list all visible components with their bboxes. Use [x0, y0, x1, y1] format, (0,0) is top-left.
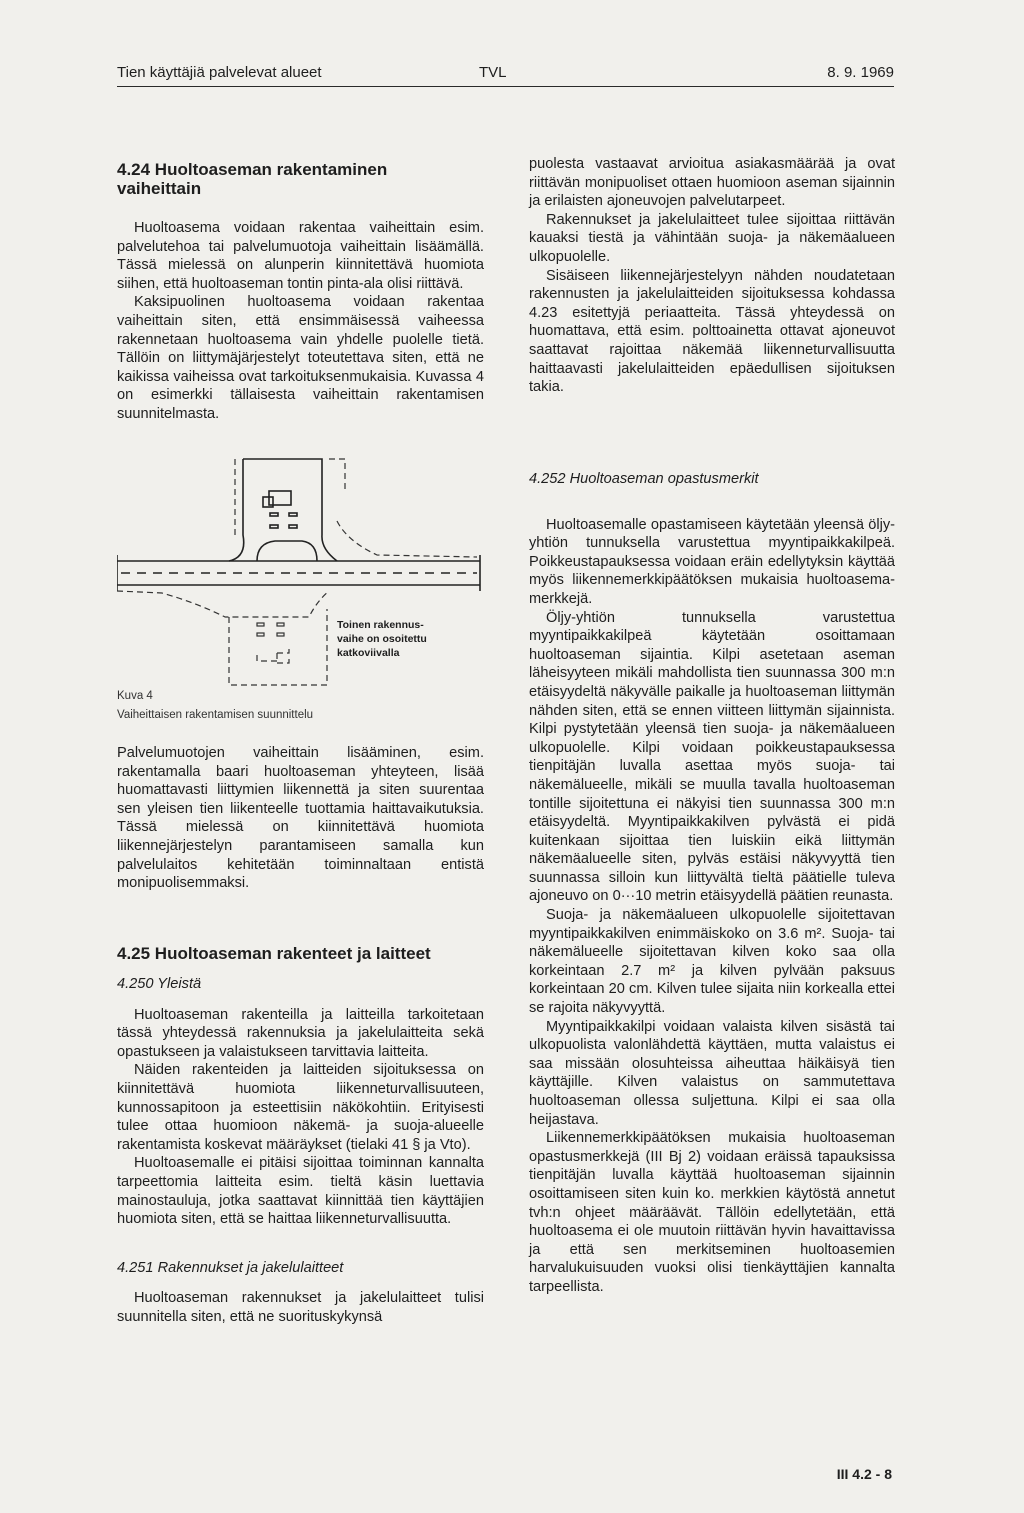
- header-title: Tien käyttäjiä palvelevat alueet: [117, 64, 322, 81]
- subsection-4-252-heading: 4.252 Huoltoaseman opastusmerkit: [529, 471, 759, 487]
- section-4-24-paragraph-2: Kaksipuolinen huoltoasema voidaan rakentaa vaiheittain siten, että ensimmäisessä vaiheessa rakennetaan huoltoasema vain yhdelle puolelle tietä. Tällöin on liittymäjärjestelyt toteutettava siten, että ne kaikissa vaiheissa ovat tarkoituksenmukaisia. Kuvassa 4 on esimerkki tällaisesta vaiheittain rakentamisen suunnitelmasta.: [117, 294, 484, 422]
- right-paragraph-2: Rakennukset ja jakelulaitteet tulee sijoittaa riittävän kauaksi tiestä ja vähintään suoja- ja näkemäalueen ulkopuolelle.: [529, 211, 895, 265]
- stage2-lot-top: [329, 459, 345, 489]
- figure-note: [337, 618, 427, 660]
- section-4-250-paragraph-1: Huoltoaseman rakenteilla ja laitteilla tarkoitetaan tässä yhteydessä rakennuksia ja jakelulaitteita sekä opastukseen ja valaistukseen tarvittavia laitteita.: [117, 1006, 484, 1060]
- page-number: III 4.2 - 8: [836, 1466, 892, 1482]
- stage2-building: [257, 647, 289, 663]
- pump-2: [289, 513, 297, 516]
- section-4-252-paragraph-5: Liikennemerkkipäätöksen mukaisia huoltoaseman opastusmerkkejä (III Bj 2) voidaan eräissä tapauksissa tienpitäjän luvalla käyttää huoltoaseman sijainnin osoittamiseen siten kuin ko. merkkien käytöstä annetut tvh:n ohjeet määräävät. Tällöin edellytetään, että huoltoasema ei ole muutoin riittävän hyvin havaittavissa ja että sen merkitseminen huoltoasemien harvalukuisuuden vuoksi olisi tienkäyttäjien kannalta tarpeellista.: [529, 1130, 895, 1295]
- section-4-252-paragraph-1: Huoltoasemalle opastamiseen käytetään yleensä öljy-yhtiön tunnuksella varustettua myyntipaikkakilpeä. Poikkeustapauksessa voidaan eräin edellytyksin käyttää myös liikennemerkkipäätöksen mukaisia huoltoasema-merkkejä.: [529, 516, 895, 607]
- header-rule: [117, 86, 894, 87]
- section-4-24-heading: 4.24 Huoltoaseman rakentaminen vaiheittain: [117, 160, 388, 198]
- right-paragraph-1: puolesta vastaavat arvioitua asiakasmäärää ja ovat riittävän monipuoliset ottaen huomioon aseman sijainnin ja erilaisten ajoneuvojen palvelutarpeet.: [529, 156, 895, 210]
- figure-note-line-2: vaihe on osoitettu: [337, 633, 427, 645]
- subsection-4-250-heading: 4.250 Yleistä: [117, 976, 202, 992]
- section-4-24-paragraph-3: Palvelumuotojen vaiheittain lisääminen, esim. rakentamalla baari huoltoaseman yhteyteen, lisää huomattavasti liittymien liikennettä ja siten suurentaa sen yleisen tien liikenteelle tuottamia haittavaikutuksia. Tässä mielessä on kiinnitettävä huomiota liikennejärjestelyn parantamiseen samalla kun palvelulaitos kehitetään toiminnaltaan entistä monipuolisemmaksi.: [117, 745, 484, 892]
- section-4-25: [117, 944, 484, 1327]
- section-4-250-paragraph-3: Huoltoasemalle ei pitäisi sijoittaa toiminnan kannalta tarpeettomia laitteita esim. tieltä käsin luettavia mainostauluja, jotka saattavat kiinnittää tien käyttäjien huomiota siten, että se haittaa liikenneturvallisuutta.: [117, 1155, 484, 1228]
- lot-outline-right: [243, 459, 337, 561]
- stage2-pump-1: [257, 623, 264, 626]
- header-date: 8. 9. 1969: [827, 64, 894, 81]
- right-paragraph-3: Sisäiseen liikennejärjestelyyn nähden noudatetaan rakennusten ja jakelulaitteiden sijoituksessa kohdassa 4.23 esitettyjä periaatteita. Tässä yhteydessä on huomattava, että esim. polttoainetta ottavat ajoneuvot saattavat rajoittaa näkemää liikenneturvallisuutta haittaavasti jakelulaitteiden epäedullisen sijoituksen takia.: [529, 267, 895, 396]
- figure-note-line-1: Toinen rakennus-: [337, 619, 424, 631]
- stage2-ramp-north: [337, 521, 477, 557]
- header-org: TVL: [479, 64, 507, 81]
- section-4-24-continued: [117, 744, 484, 893]
- pump-1: [270, 513, 278, 516]
- figure-caption: [117, 687, 313, 725]
- subsection-4-252: [529, 470, 895, 1297]
- section-4-252-paragraph-2: Öljy-yhtiön tunnuksella varustettua myyntipaikkakilpeä käytetään osoittamaan huoltoaseman sijaintia. Kilpi asetetaan aseman läheisyyteen mikäli mahdollista tien suunnassa 300 m:n etäisyydeltä näkyvälle paikalle ja huoltoaseman liittymän nähden siten, että se ennen viitteen liittymän sijainnista. Kilpi pystytetään yleensä tien suoja- ja näkemäalueen ulkopuolelle. Kilpi voidaan poikkeustapauksessa tienpitäjän luvalla asettaa myös suoja- tai näkemälueelle, mikäli se muulla tavalla huoltoaseman tontille sijoitettuna ei näkyisi tien suunnassa 300 m:n etäisyydeltä. Myyntipaikkakilven pylvästä ei pidä kuitenkaan sijoittaa tien luiskiin eikä liittymän näkemäalueelle siten, pylväs estäisi näkyvyyttä tien suunnassa silloin kun liittyvältä tieltä päätielle tuleva ajoneuvo on 0···10 metrin etäisyydellä päätien reunasta.: [529, 609, 895, 905]
- section-4-25-heading: 4.25 Huoltoaseman rakenteet ja laitteet: [117, 944, 431, 963]
- figure-note-line-3: katkoviivalla: [337, 647, 400, 659]
- lot-outline-left: [229, 459, 244, 561]
- pump-3: [270, 525, 278, 528]
- stage2-ramp-south: [117, 591, 329, 617]
- pump-4: [289, 525, 297, 528]
- subsection-4-251-heading: 4.251 Rakennukset ja jakelulaitteet: [117, 1259, 344, 1276]
- section-4-250-paragraph-2: Näiden rakenteiden ja laitteiden sijoituksessa on kiinnitettävä huomiota liikenneturvallisuuteen, kunnossapitoon ja esteettisiin näkökohtiin. Erityisesti tulee ottaa huomioon näkemä- ja suoja-alueelle rakentamista koskevat määräykset (tielaki 41 § ja Vto).: [117, 1062, 484, 1153]
- figure-caption-text: Vaiheittaisen rakentamisen suunnittelu: [117, 709, 314, 721]
- section-4-252-paragraph-4: Myyntipaikkakilpi voidaan valaista kilven sisästä tai ulkopuolista valonlähdettä käyttäen, mutta valaistus ei saa missään olosuhteissa aiheuttaa häikäisyä tien käyttäjille. Kilven valaistus on sammutettava huoltoaseman ollessa suljettuna. Kilpi ei saa olla heijastava.: [529, 1018, 895, 1128]
- stage2-pump-3: [257, 633, 264, 636]
- stage2-pump-4: [277, 633, 284, 636]
- section-4-24-paragraph-1: Huoltoasema voidaan rakentaa vaiheittain esim. palvelutehoa tai palvelumuotoja vaiheittain lisäämällä. Tässä mielessä on alunperin kiinnitettävä huomiota siihen, että huoltoaseman tontin pinta-ala olisi riittävä.: [117, 220, 484, 292]
- figure-4: [117, 451, 487, 701]
- page-header: [117, 64, 894, 86]
- stage2-pump-2: [277, 623, 284, 626]
- section-4-252-paragraph-3: Suoja- ja näkemäalueen ulkopuolelle sijoitettavan myyntipaikkakilven enimmäiskoko on 3.6 m². Suoja- tai näkemälueelle sijoitettavan kilven koko saa olla korkeintaan 2.7 m² ja kilven pylvään paksuus korkeintaan 20 cm. Kilven tulee sijaita niin korkealla ettei se rajoita näkyvyyttä.: [529, 907, 895, 1017]
- stage2-lot-south: [229, 609, 327, 685]
- pump-island: [257, 541, 317, 561]
- staged-construction-diagram: [117, 451, 487, 701]
- figure-caption-label: Kuva 4: [117, 690, 153, 702]
- section-4-24: [117, 160, 484, 424]
- right-column-top: [529, 155, 895, 397]
- section-4-251-paragraph-1: Huoltoaseman rakennukset ja jakelulaitteet tulisi suunnitella siten, että ne suorituskykynsä: [117, 1290, 484, 1325]
